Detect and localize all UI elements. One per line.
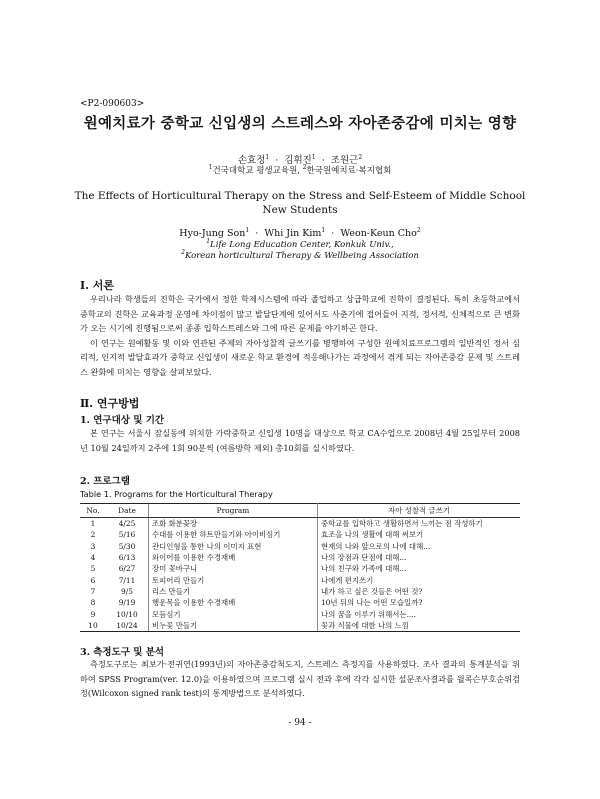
affil-text: 건국대학교 평생교육원, bbox=[212, 166, 300, 176]
table-row bbox=[80, 541, 520, 552]
table-row bbox=[80, 563, 520, 574]
cell-writing: 내가 하고 싶은 것들은 어떤 것? bbox=[321, 586, 423, 596]
page-number: - 94 - bbox=[288, 718, 312, 728]
cell-program: 장미 꽃바구니 bbox=[149, 563, 318, 574]
title-korean: 원예치료가 중학교 신입생의 스트레스와 자아존중감에 미치는 영향 bbox=[83, 115, 517, 132]
abstract-code: <P2-090603> bbox=[80, 99, 145, 109]
cell-program: 리스 만들기 bbox=[149, 586, 318, 597]
cell-no: 5 bbox=[90, 564, 96, 574]
cell-program: 조화 화분꽂장 bbox=[149, 518, 318, 530]
cell-no: 9 bbox=[90, 609, 96, 619]
affil-sup: 2 bbox=[302, 164, 307, 172]
cell-no: 10 bbox=[80, 620, 106, 632]
author-name: Whi Jin Kim bbox=[264, 228, 322, 239]
cell-date: 6/27 bbox=[118, 564, 136, 574]
table-row bbox=[80, 620, 520, 632]
cell-program: 토피어리 만들기 bbox=[149, 574, 318, 585]
affiliation-line bbox=[0, 240, 600, 251]
authors-english bbox=[0, 228, 600, 239]
table-row bbox=[80, 608, 520, 619]
cell-date: 4/25 bbox=[118, 519, 136, 529]
title-english: The Effects of Horticultural Therapy on the Stress and Self-Esteem of Middle School New Students bbox=[74, 190, 526, 216]
column-header-writing: 자아 성찰적 글쓰기 bbox=[318, 504, 521, 518]
author-sup: 1 bbox=[245, 226, 250, 234]
cell-writing: 효조을 나의 생활에 대해 써보기 bbox=[321, 530, 424, 540]
author-name: Weon-Keun Cho bbox=[340, 228, 417, 239]
cell-date: 5/16 bbox=[118, 530, 136, 540]
cell-date: 10/10 bbox=[116, 609, 138, 619]
affiliation-korean bbox=[0, 164, 600, 176]
affil-text: 한국원예치료·복지협회 bbox=[306, 166, 392, 176]
cell-writing: 10년 뒤의 나는 어떤 모습일까? bbox=[321, 598, 423, 608]
cell-writing: 꽃과 식물에 대한 나의 느낌 bbox=[318, 620, 521, 632]
author-separator: · bbox=[331, 228, 335, 239]
cell-date: 6/13 bbox=[118, 553, 136, 563]
measures-body bbox=[80, 657, 520, 701]
affil-sup: 1 bbox=[208, 164, 213, 172]
cell-writing: 중학교를 입학하고 생활하면서 느끼는 점 작성하기 bbox=[321, 519, 483, 529]
table-row bbox=[80, 518, 520, 530]
subsection-heading-program: 2. 프로그램 bbox=[80, 476, 130, 487]
cell-no: 3 bbox=[90, 541, 96, 551]
paragraph: 이 연구는 원예활동 및 이와 연관된 주제의 자아성찰적 글쓰기를 병행하여 구성한 원예치료프로그램의 일반적인 정서 심리적, 인지적 발달효과가 중학교 신입생이 새로운 학교 환경에 적응해나가는 과정에서 겪게 되는 자아존중감 문제 및 스트레스 완화에 미치는 영향을 살펴보았다. bbox=[80, 337, 520, 377]
paragraph: 측정도구로는 최보가·전귀연(1993년)의 자아존중감척도지, 스트레스 측정지를 사용하였다. 조사 결과의 통계분석을 위하여 SPSS Program(ver. 12.0)을 이용하였으며 프로그램 실시 전과 후에 각각 실시한 설문조사결과를 윌콕슨부호순위검정(Wilcoxon signed rank test)의 통계방법으로 분석하였다. bbox=[80, 659, 520, 698]
cell-date: 9/5 bbox=[121, 586, 133, 596]
cell-program: 와이어를 이용한 수경재배 bbox=[149, 552, 318, 563]
affil-sup: 1 bbox=[206, 238, 211, 246]
affil-sup: 2 bbox=[181, 249, 185, 257]
cell-no: 2 bbox=[90, 530, 96, 540]
cell-date: 5/30 bbox=[118, 541, 136, 551]
author-name: 손효정 bbox=[237, 155, 266, 166]
author-name: 김휘진 bbox=[284, 155, 312, 166]
affil-text: Korean horticultural Therapy & Wellbeing Association bbox=[184, 251, 419, 261]
table-row bbox=[80, 574, 520, 585]
cell-date: 7/11 bbox=[118, 575, 136, 585]
author-sup: 1 bbox=[265, 153, 270, 161]
cell-no: 1 bbox=[90, 519, 96, 529]
subsection-heading-measures: 3. 측정도구 및 분석 bbox=[80, 647, 165, 658]
table-row bbox=[80, 552, 520, 563]
author-sup: 1 bbox=[321, 226, 326, 234]
cell-program: 수대를 이용한 하트만들기와 아이비심기 bbox=[149, 529, 318, 540]
section-heading-introduction: Ⅰ. 서론 bbox=[80, 279, 115, 292]
affiliation-english bbox=[0, 240, 600, 262]
table-header-row bbox=[80, 504, 520, 518]
subjects-body bbox=[80, 426, 520, 455]
section-heading-methods: Ⅱ. 연구방법 bbox=[80, 397, 140, 410]
cell-program: 행운목을 이용한 수경재배 bbox=[149, 597, 318, 608]
table-row bbox=[80, 586, 520, 597]
cell-date: 9/19 bbox=[118, 598, 136, 608]
cell-writing: 나의 장점과 단점에 대해... bbox=[321, 553, 407, 563]
author-separator: · bbox=[321, 155, 325, 166]
cell-no: 7 bbox=[90, 586, 96, 596]
cell-program: 모듬심기 bbox=[149, 608, 318, 619]
paragraph: 우리나라 학생들의 진학은 국가에서 정한 학제시스템에 따라 졸업하고 상급학교에 진학이 결정된다. 특히 초등학교에서 중학교의 진학은 교육과정 운영에 차이점이 많고 발달단계에 있어서도 사춘기에 접어들어 지적, 정서적, 신체적으로 큰 변화가 오는 시기에 진행됨으로써 종종 입학스트레스와 그에 따른 문제를 야기하곤 한다. bbox=[80, 294, 520, 333]
cell-writing: 나의 꿈을 이루기 위해서는.... bbox=[321, 609, 416, 619]
introduction-body bbox=[80, 292, 520, 379]
author-name: Hyo-Jung Son bbox=[179, 228, 246, 239]
table-row bbox=[80, 597, 520, 608]
table-caption: Table 1. Programs for the Horticultural Therapy bbox=[80, 489, 273, 499]
cell-writing: 현재의 나와 앞으로의 나에 대해... bbox=[321, 541, 431, 551]
cell-writing: 나에게 편지쓰기 bbox=[321, 575, 374, 585]
subsection-heading-subjects: 1. 연구대상 및 기간 bbox=[80, 415, 165, 426]
table-row bbox=[80, 529, 520, 540]
cell-writing: 나의 친구와 가족에 대해... bbox=[321, 564, 407, 574]
cell-date: 10/24 bbox=[106, 620, 149, 632]
affiliation-line bbox=[0, 251, 600, 262]
cell-program: 관디인형을 통한 나의 이미지 표현 bbox=[149, 541, 318, 552]
paragraph: 본 연구는 서울시 잠실동에 위치한 가락중학교 신입생 10명을 대상으로 학교 CA수업으로 2008년 4월 25일부터 2008년 10월 24일까지 2주에 1회 90분씩 (여름방학 제외) 총10회를 실시하였다. bbox=[80, 428, 520, 453]
cell-no: 4 bbox=[90, 553, 96, 563]
author-separator: · bbox=[255, 228, 259, 239]
column-header-no: No. bbox=[80, 504, 106, 518]
author-sup: 1 bbox=[311, 153, 316, 161]
cell-program: 비누꽃 만들기 bbox=[149, 620, 318, 632]
affil-text: Life Long Education Center, Konkuk Univ., bbox=[210, 240, 394, 250]
author-sup: 2 bbox=[416, 226, 421, 234]
cell-no: 8 bbox=[90, 598, 96, 608]
column-header-date: Date bbox=[106, 504, 149, 518]
column-header-program: Program bbox=[149, 504, 318, 518]
author-separator: · bbox=[275, 155, 279, 166]
author-sup: 2 bbox=[358, 153, 363, 161]
author-name: 조원근 bbox=[330, 155, 359, 166]
cell-no: 6 bbox=[90, 575, 96, 585]
program-table bbox=[80, 503, 520, 632]
